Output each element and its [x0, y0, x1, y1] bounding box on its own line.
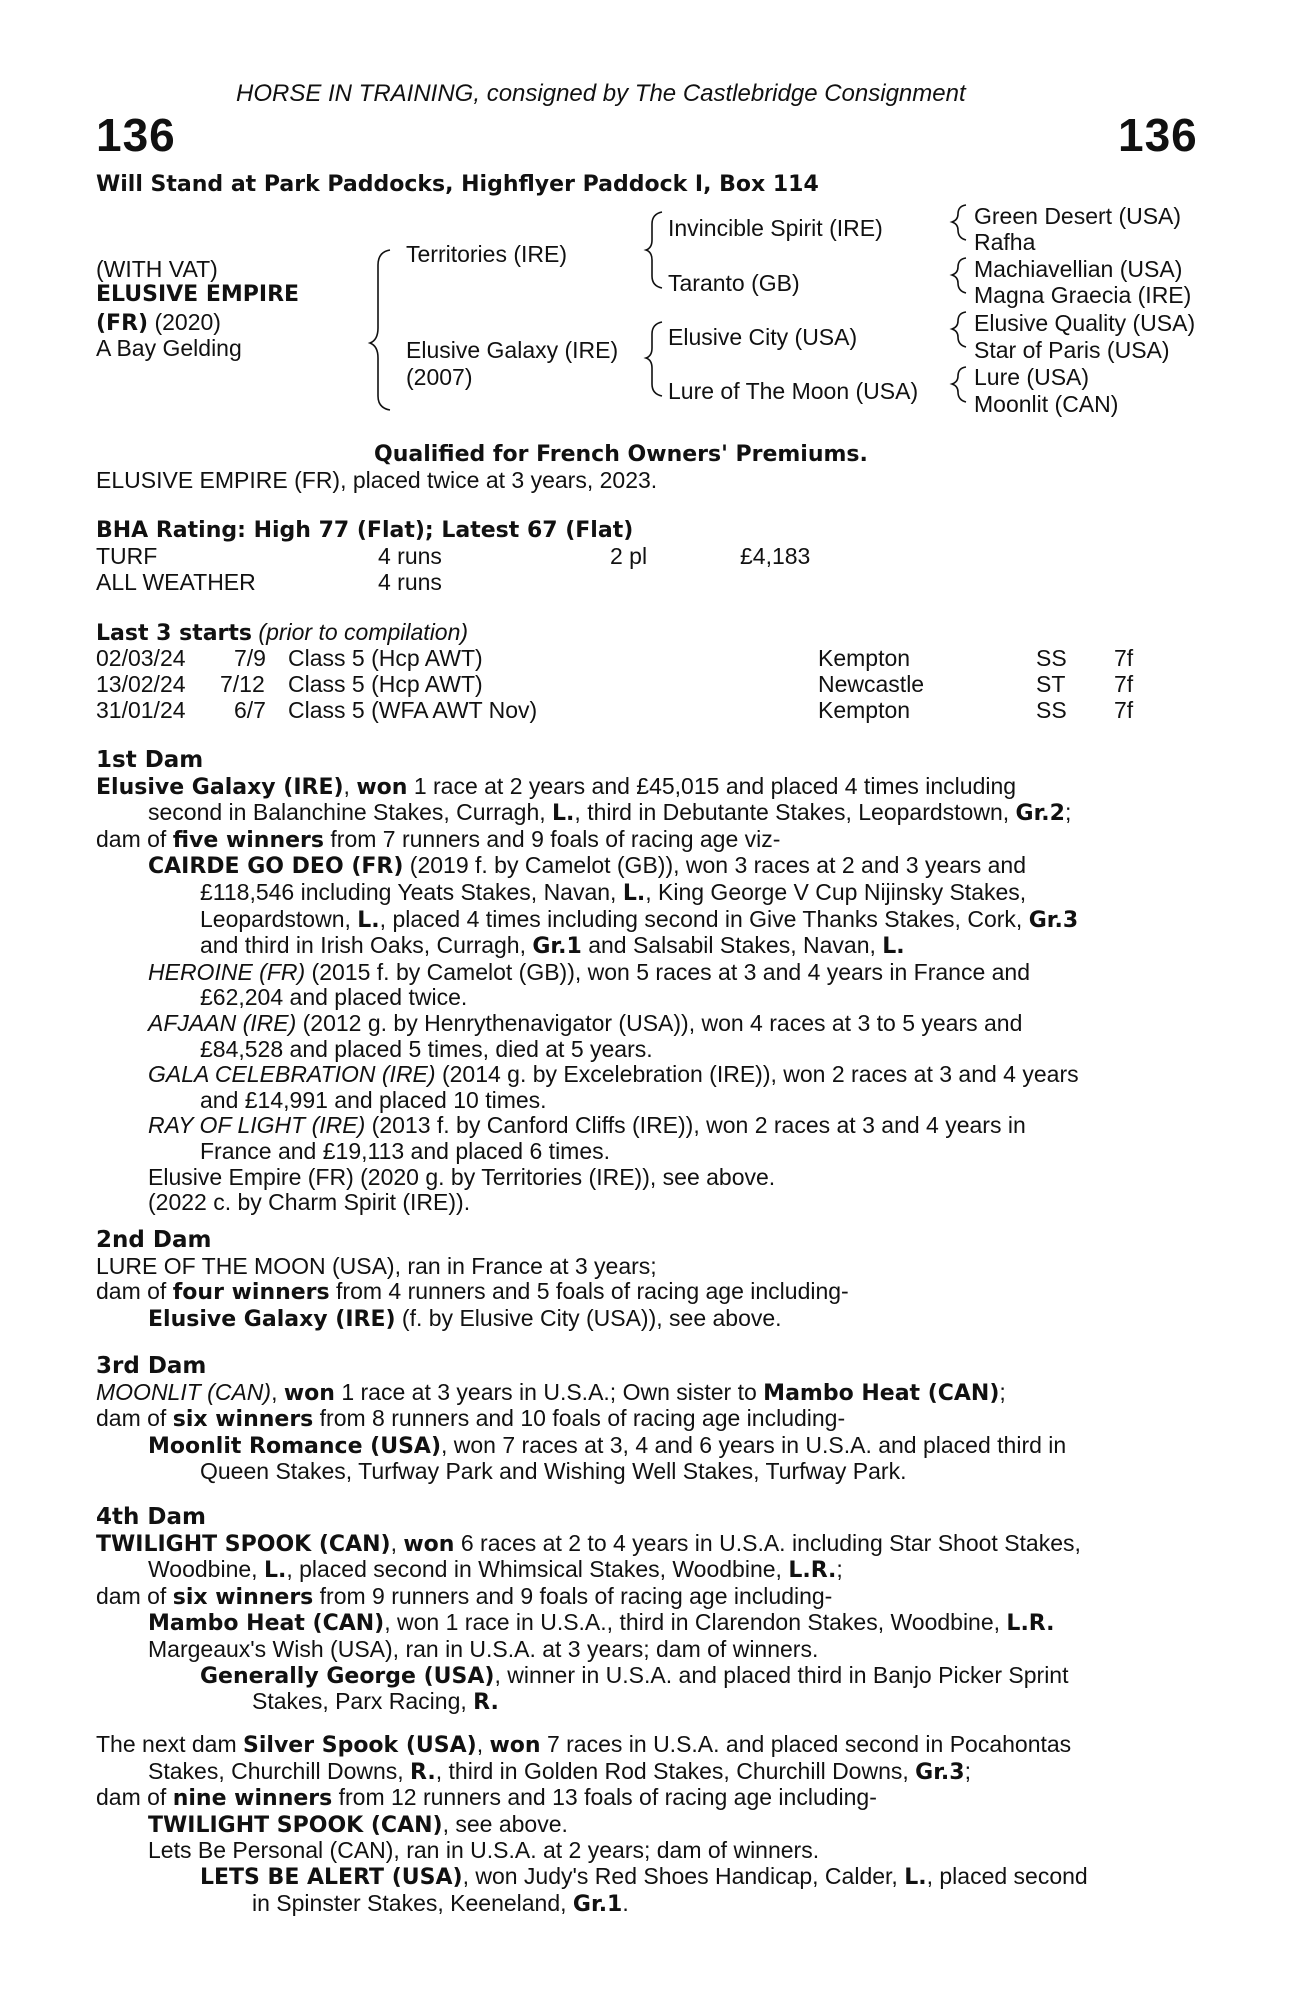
stand-location: Will Stand at Park Paddocks, Highflyer Paddock I, Box 114 [96, 172, 819, 197]
start-date: 13/02/24 [96, 671, 186, 697]
produce-line: £84,528 and placed 5 times, died at 5 years. [200, 1035, 653, 1062]
last-starts-heading [96, 620, 468, 647]
lot-number-right: 136 [1118, 109, 1198, 161]
next-dam-section [96, 1732, 1206, 1917]
pedigree-ddd: Moonlit (CAN) [974, 391, 1119, 417]
start-race: Class 5 (Hcp AWT) [288, 671, 483, 697]
dam-line: MOONLIT (CAN), won 1 race at 3 years in U.S.A.; Own sister to Mambo Heat (CAN); [96, 1378, 1006, 1406]
pedigree-dsd: Star of Paris (USA) [974, 337, 1170, 363]
race-summary: ELUSIVE EMPIRE (FR), placed twice at 3 years, 2023. [96, 467, 658, 493]
produce-line: (2022 c. by Charm Spirit (IRE)). [148, 1189, 471, 1216]
third-dam-heading: 3rd Dam [96, 1353, 207, 1379]
start-distance: 7f [1114, 645, 1134, 671]
produce-line: Margeaux's Wish (USA), ran in U.S.A. at 3 years; dam of winners. [148, 1635, 819, 1662]
start-course: Kempton [818, 697, 911, 723]
pedigree-dam-year: (2007) [406, 364, 473, 390]
horse-country: (FR) [96, 311, 149, 336]
produce-line: Lets Be Personal (CAN), ran in U.S.A. at 2 years; dam of winners. [148, 1837, 820, 1864]
produce-line: Leopardstown, L., placed 4 times including second in Give Thanks Stakes, Cork, Gr.3 [200, 905, 1079, 933]
produce-line: Stakes, Parx Racing, R. [252, 1688, 499, 1716]
start-position: 6/7 [234, 697, 266, 723]
dam-line: dam of nine winners from 12 runners and 13 foals of racing age including- [96, 1784, 877, 1812]
produce-line: HEROINE (FR) (2015 f. by Camelot (GB)), won 5 races at 3 and 4 years in France and [148, 958, 1031, 985]
first-dam-section [96, 748, 1206, 1216]
dam-line: dam of six winners from 9 runners and 9 foals of racing age including- [96, 1582, 833, 1610]
dam-line: Woodbine, L., placed second in Whimsical Stakes, Woodbine, L.R.; [148, 1556, 843, 1584]
produce-line: and third in Irish Oaks, Curragh, Gr.1 and Salsabil Stakes, Navan, L. [200, 932, 905, 960]
rating-surface: ALL WEATHER [96, 569, 256, 595]
horse-year: (2020) [148, 309, 221, 335]
fourth-dam-section [96, 1505, 1206, 1716]
dam-line: dam of four winners from 4 runners and 5 foals of racing age including- [96, 1278, 849, 1306]
pedigree-sire-dam: Taranto (GB) [668, 270, 800, 296]
third-dam-section [96, 1354, 1206, 1485]
fourth-dam-heading: 4th Dam [96, 1504, 206, 1530]
pedigree-dam-dam: Lure of The Moon (USA) [668, 378, 919, 404]
dam-line: second in Balanchine Stakes, Curragh, L., third in Debutante Stakes, Leopardstown, Gr.2; [148, 799, 1072, 827]
start-going: ST [1036, 671, 1066, 697]
dam-line: LURE OF THE MOON (USA), ran in France at 3 years; [96, 1252, 657, 1279]
rating-placed: 2 pl [610, 543, 648, 569]
produce-line: £62,204 and placed twice. [200, 984, 468, 1011]
pedigree-dds: Lure (USA) [974, 364, 1090, 390]
produce-line: Queen Stakes, Turfway Park and Wishing Well Stakes, Turfway Park. [200, 1458, 907, 1485]
start-race: Class 5 (Hcp AWT) [288, 645, 483, 671]
produce-line: in Spinster Stakes, Keeneland, Gr.1. [252, 1889, 629, 1917]
horse-description: A Bay Gelding [96, 335, 242, 361]
produce-line: France and £19,113 and placed 6 times. [200, 1137, 611, 1164]
start-going: SS [1036, 645, 1067, 671]
dam-line: TWILIGHT SPOOK (CAN), won 6 races at 2 to 4 years in U.S.A. including Star Shoot Stakes, [96, 1529, 1081, 1557]
produce-line: and £14,991 and placed 10 times. [200, 1086, 547, 1113]
produce-line: Elusive Empire (FR) (2020 g. by Territories (IRE)), see above. [148, 1163, 776, 1190]
pedigree-sss: Green Desert (USA) [974, 203, 1182, 229]
catalogue-header: HORSE IN TRAINING, consigned by The Castlebridge Consignment [236, 80, 966, 107]
produce-line: RAY OF LIGHT (IRE) (2013 f. by Canford Cliffs (IRE)), won 2 races at 3 and 4 years in [148, 1112, 1026, 1139]
produce-line: TWILIGHT SPOOK (CAN), see above. [148, 1810, 568, 1838]
second-dam-section [96, 1228, 1206, 1332]
pedigree-sds: Machiavellian (USA) [974, 256, 1183, 282]
pedigree-ssd: Rafha [974, 229, 1036, 255]
start-distance: 7f [1114, 697, 1134, 723]
pedigree-dam-sire: Elusive City (USA) [668, 324, 858, 350]
last-starts-note: (prior to compilation) [252, 619, 469, 645]
rating-surface: TURF [96, 543, 158, 569]
produce-line: Generally George (USA), winner in U.S.A. and placed third in Banjo Picker Sprint [200, 1661, 1069, 1689]
produce-line: GALA CELEBRATION (IRE) (2014 g. by Excelebration (IRE)), won 2 races at 3 and 4 years [148, 1061, 1079, 1088]
pedigree-dss: Elusive Quality (USA) [974, 310, 1196, 336]
bha-rating: BHA Rating: High 77 (Flat); Latest 67 (Flat) [96, 518, 634, 543]
start-position: 7/12 [220, 671, 265, 697]
dam-line: dam of five winners from 7 runners and 9 foals of racing age viz- [96, 825, 781, 853]
premiums-note: Qualified for French Owners' Premiums. [374, 442, 868, 467]
produce-line: CAIRDE GO DEO (FR) (2019 f. by Camelot (GB)), won 3 races at 2 and 3 years and [148, 852, 1026, 880]
dam-line: dam of six winners from 8 runners and 10 foals of racing age including- [96, 1405, 846, 1433]
last-starts-title: Last 3 starts [96, 621, 253, 646]
pedigree-sire-sire: Invincible Spirit (IRE) [668, 215, 883, 241]
dam-line: The next dam Silver Spook (USA), won 7 races in U.S.A. and placed second in Pocahontas [96, 1731, 1072, 1758]
start-distance: 7f [1114, 671, 1134, 697]
produce-line: £118,546 including Yeats Stakes, Navan, L., King George V Cup Nijinsky Stakes, [200, 878, 1027, 906]
start-race: Class 5 (WFA AWT Nov) [288, 697, 538, 723]
dam-line: Stakes, Churchill Downs, R., third in Golden Rod Stakes, Churchill Downs, Gr.3; [148, 1757, 971, 1785]
produce-line: LETS BE ALERT (USA), won Judy's Red Shoes Handicap, Calder, L., placed second [200, 1862, 1088, 1890]
second-dam-heading: 2nd Dam [96, 1227, 212, 1253]
start-course: Newcastle [818, 671, 925, 697]
pedigree-sdd: Magna Graecia (IRE) [974, 282, 1192, 308]
start-position: 7/9 [234, 645, 266, 671]
pedigree-sire: Territories (IRE) [406, 241, 568, 267]
pedigree-dam: Elusive Galaxy (IRE) [406, 337, 619, 363]
produce-line: Moonlit Romance (USA), won 7 races at 3, 4 and 6 years in U.S.A. and placed third in [148, 1431, 1067, 1459]
produce-line: AFJAAN (IRE) (2012 g. by Henrythenavigator (USA)), won 4 races at 3 to 5 years and [148, 1009, 1023, 1036]
rating-runs: 4 runs [378, 543, 442, 569]
start-date: 31/01/24 [96, 697, 186, 723]
produce-line: Elusive Galaxy (IRE) (f. by Elusive City (USA)), see above. [148, 1304, 782, 1332]
horse-name: ELUSIVE EMPIRE [96, 282, 300, 307]
rating-runs: 4 runs [378, 569, 442, 595]
start-course: Kempton [818, 645, 911, 671]
lot-number-left: 136 [96, 109, 176, 161]
start-date: 02/03/24 [96, 645, 186, 671]
start-going: SS [1036, 697, 1067, 723]
produce-line: Mambo Heat (CAN), won 1 race in U.S.A., third in Clarendon Stakes, Woodbine, L.R. [148, 1609, 1055, 1637]
dam-line: Elusive Galaxy (IRE), won 1 race at 2 years and £45,015 and placed 4 times including [96, 772, 1017, 800]
rating-prize: £4,183 [740, 543, 811, 569]
vat-note: (WITH VAT) [96, 256, 218, 282]
first-dam-heading: 1st Dam [96, 747, 204, 773]
